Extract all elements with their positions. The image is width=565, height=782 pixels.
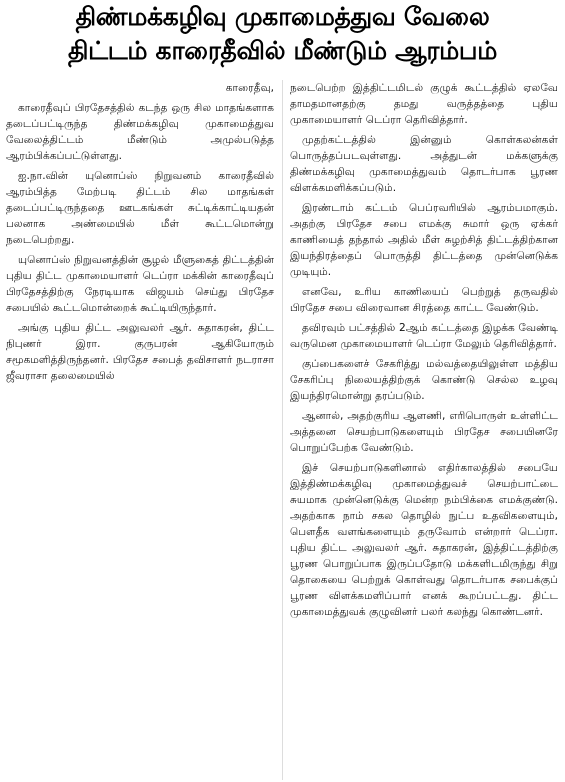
paragraph: நடைபெற்ற இத்திட்டமிடல் குழுக் கூட்டத்தில் ஏலவே தாமதமானதற்கு தமது வருத்தத்தை புதிய முகாமையாளர் டெப்ரா தெரிவித்தார்.: [290, 82, 558, 126]
paragraph: காரைதீவுப் பிரதேசத்தில் கடந்த ஒரு சில மாதங்களாக தடைப்பட்டிருந்த திண்மக்கழிவு முகாமைத்துவ வேலைத்திட்டம் மீண்டும் அமுல்படுத்த ஆரம்பிக்கப்பட்டுள்ளது.: [6, 102, 274, 162]
headline-line-1: திண்மக்கழிவு முகாமைத்துவ வேலை: [75, 2, 490, 31]
paragraph: இரண்டாம் கட்டம் பெப்ரவரியில் ஆரம்பமாகும். அதற்கு பிரதேச சபை எமக்கு சுமார் ஒரு ஏக்கர் காணியைத் தந்தால் அதில் மீள் சுழற்சித் திட்டத்திற்கான இயந்திரத்தைப் பொருத்தி திட்டத்தை முன்னெடுக்க முடியும்.: [290, 202, 558, 278]
paragraph: முதற்கட்டத்தில் இன்னும் கொள்கலன்கள் பொருத்தப்படவுள்ளது. அத்துடன் மக்களுக்கு திண்மக்கழிவு முகாமைத்துவம் தொடர்பாக பூரண விளக்கமளிக்கப்படும்.: [290, 134, 558, 194]
paragraph: இச் செயற்பாடுகளினால் எதிர்காலத்தில் சபையே இத்திண்மக்கழிவு முகாமைத்துவச் செயற்பாட்டை சுயமாக முன்னெடுக்கு மென்ற நம்பிக்கை எமக்குண்டு. அதற்காக நாம் சகல தொழில் நுட்ப உதவிகளையும், பௌதீக வளங்களையும் தருவோம் என்றார் டெப்ரா. புதிய திட்ட அலுவலர் ஆர். சுதாகரன், இத்திட்டத்திற்கு பூரண பொறுப்பாக இருப்பதோடு மக்களிடமிருந்து சிறு தொகையை பெற்றுக் கொள்வது தொடர்பாக சபைக்குப் பூரண விளக்கமளிப்பார் எனக் கூறப்பட்டது. திட்ட முகாமைத்துவக் குழுவினர் பலர் கலந்து கொண்டனர்.: [290, 462, 558, 618]
column-divider: [282, 80, 283, 780]
headline-line-2: திட்டம் காரைதீவில் மீண்டும் ஆரம்பம்: [67, 36, 498, 65]
paragraph: யுனொப்ஸ் நிறுவனத்தின் சூழல் மீளுகைத் திட்டத்தின் புதிய திட்ட முகாமையாளர் டெப்ரா மக்கின் காரைதீவுப் பிரதேசத்திற்கு நேரடியாக விஜயம் செய்து பிரதேச சபையில் கூட்டமொன்றைக் கூட்டியிருந்தார்.: [6, 254, 274, 314]
paragraph: ஐ.நா.வின் யுனொப்ஸ் நிறுவனம் காரைதீவில் ஆரம்பித்த மேற்படி திட்டம் சில மாதங்கள் தடைப்பட்டிருந்ததை ஊடகங்கள் சுட்டிக்காட்டியதன் பலனாக அண்மையில் மீள் கூட்டமொன்று நடைபெற்றது.: [6, 170, 274, 246]
article-headline: [0, 0, 565, 72]
article-column-right: [290, 80, 558, 780]
paragraph: அங்கு புதிய திட்ட அலுவலர் ஆர். சுதாகரன், திட்ட நிபுணர் இரா. குருபரன் ஆகியோரும் சமூகமளித்திருந்தனர். பிரதேச சபைத் தவிசாளர் நடராசா ஜீவராசா தலைமையில்: [6, 322, 274, 382]
article-column-left: [6, 80, 274, 780]
paragraph: தவிரவும் பட்சத்தில் 2ஆம் கட்டத்தை இழக்க வேண்டி வருமென முகாமையாளர் டெப்ரா மேலும் தெரிவித்தார்.: [290, 322, 558, 350]
paragraph: குப்பைகளைச் சேகரித்து மல்வத்தையிலுள்ள மத்திய சேகரிப்பு நிலையத்திற்குக் கொண்டு செல்ல உழவு இயந்திரமொன்று தரப்படும்.: [290, 358, 558, 402]
paragraph: காரைதீவு,: [225, 82, 274, 94]
paragraph: ஆனால், அதற்குரிய ஆளணி, எரிபொருள் உள்ளிட்ட அத்தனை செயற்பாடுகளையும் பிரதேச சபையினரே பொறுப்பேற்க வேண்டும்.: [290, 410, 558, 454]
paragraph: எனவே, உரிய காணியைப் பெற்றுத் தருவதில் பிரதேச சபை விரைவான சிரத்தை காட்ட வேண்டும்.: [290, 286, 558, 314]
